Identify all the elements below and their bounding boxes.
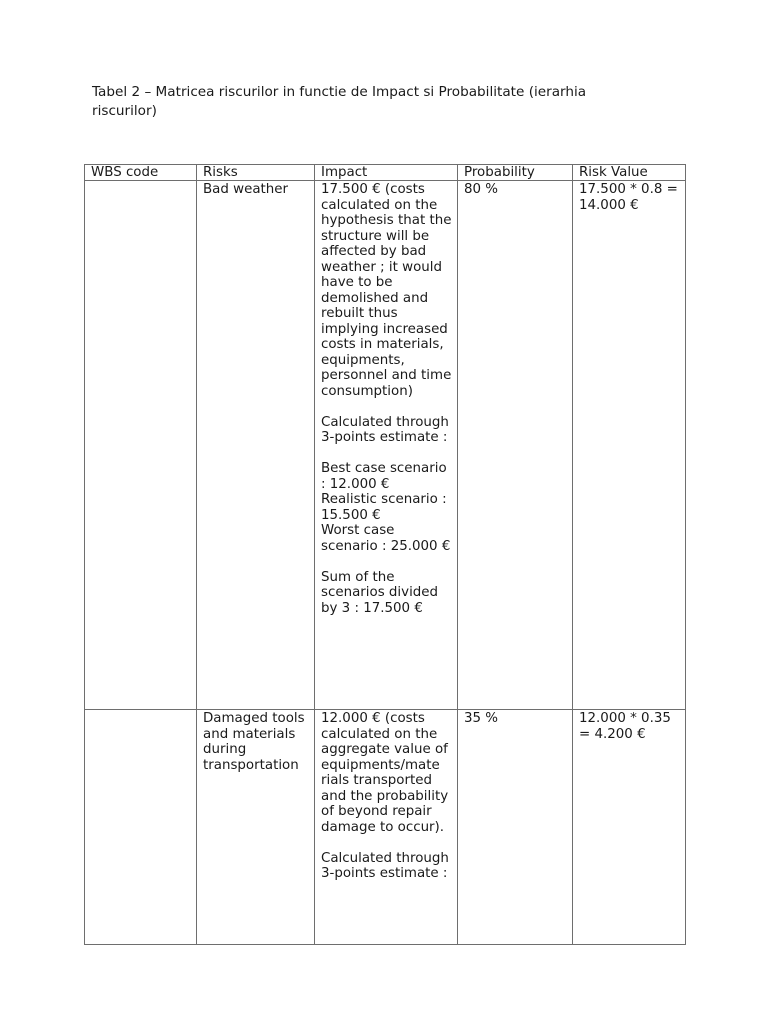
header-risk-value: Risk Value bbox=[573, 165, 686, 181]
impact-calculation-note: Calculated through 3-points estimate : bbox=[321, 850, 449, 881]
impact-description: 12.000 € (costs calculated on the aggregate value of equipments/mate rials transported and the probability of beyond repair damage to occur). bbox=[321, 711, 449, 835]
table-header-row bbox=[85, 165, 686, 181]
caption-line-1: Tabel 2 – Matricea riscurilor in functie de Impact si Probabilitate (ierarhia bbox=[92, 84, 587, 100]
cell-risk: Bad weather bbox=[197, 181, 315, 710]
impact-scenarios bbox=[321, 461, 453, 554]
cell-wbs-code bbox=[85, 710, 197, 945]
header-wbs-code: WBS code bbox=[85, 165, 197, 181]
caption-line-2: riscurilor) bbox=[92, 103, 157, 119]
cell-probability: 35 % bbox=[458, 710, 573, 945]
table-row bbox=[85, 181, 686, 710]
header-impact: Impact bbox=[315, 165, 458, 181]
risk-matrix-table bbox=[84, 164, 686, 945]
worst-case-scenario: Worst case scenario : 25.000 € bbox=[321, 523, 451, 554]
cell-risk-value: 17.500 * 0.8 = 14.000 € bbox=[573, 181, 686, 710]
cell-probability: 80 % bbox=[458, 181, 573, 710]
cell-impact bbox=[315, 710, 458, 945]
cell-risk-value: 12.000 * 0.35 = 4.200 € bbox=[573, 710, 686, 945]
impact-description: 17.500 € (costs calculated on the hypothesis that the structure will be affected by bad weather ; it would have to be demolished and rebuilt thus implying increased costs in materials, equipments, personnel and time consumption) bbox=[321, 182, 452, 399]
header-probability: Probability bbox=[458, 165, 573, 181]
cell-risk: Damaged tools and materials during transportation bbox=[197, 710, 315, 945]
best-case-scenario: Best case scenario : 12.000 € bbox=[321, 461, 447, 492]
table-caption bbox=[92, 83, 652, 121]
impact-calculation-note: Calculated through 3-points estimate : bbox=[321, 414, 449, 445]
header-risks: Risks bbox=[197, 165, 315, 181]
impact-sum: Sum of the scenarios divided by 3 : 17.500 € bbox=[321, 569, 439, 616]
cell-wbs-code bbox=[85, 181, 197, 710]
realistic-scenario: Realistic scenario : 15.500 € bbox=[321, 492, 447, 523]
table-row bbox=[85, 710, 686, 945]
cell-impact bbox=[315, 181, 458, 710]
